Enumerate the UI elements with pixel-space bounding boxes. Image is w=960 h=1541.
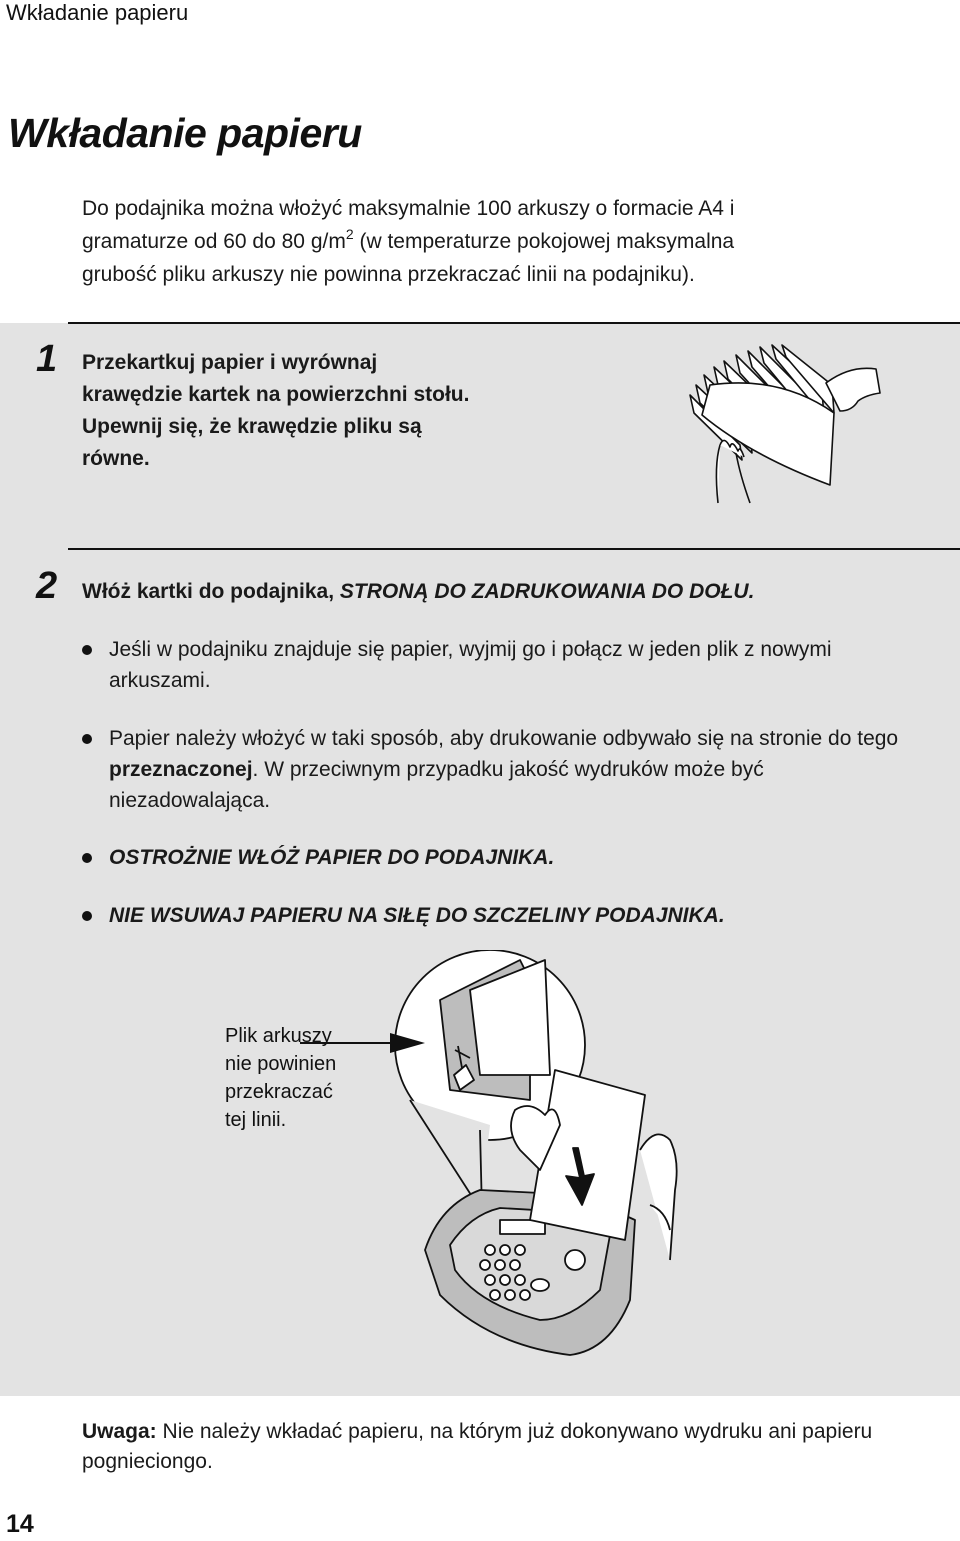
note-text: Nie należy wkładać papieru, na którym już dokonywano wydruku ani papieru pognieciongo.	[82, 1420, 873, 1473]
intro-line-2b: (w temperaturze pokojowej maksymalna	[353, 230, 735, 253]
step-1-number: 1	[36, 338, 58, 380]
bullet-dot	[82, 734, 92, 744]
bullet-text	[109, 723, 902, 816]
fan-paper-illustration	[680, 335, 890, 510]
step-2-emphasis: STRONĄ DO ZADRUKOWANIA DO DOŁU.	[339, 580, 755, 603]
bullet-dot	[82, 645, 92, 655]
intro-line-2a: gramaturze od 60 do 80 g/m	[82, 230, 346, 253]
list-item	[82, 723, 902, 816]
callout-line: nie powinien	[225, 1053, 337, 1075]
running-header: Wkładanie papieru	[6, 0, 189, 25]
intro-line-3: grubość pliku arkuszy nie powinna przekraczać linii na podajniku).	[82, 263, 695, 286]
callout-arrow	[300, 1025, 440, 1065]
step-2-divider	[68, 548, 960, 550]
step-1-line: równe.	[82, 447, 150, 470]
intro-superscript: 2	[345, 226, 354, 242]
list-item	[82, 634, 902, 696]
step-1-line: Upewnij się, że krawędzie pliku są	[82, 415, 422, 438]
page-title: Wkładanie papieru	[8, 110, 362, 156]
bullet-dot	[82, 911, 92, 921]
page-number: 14	[6, 1510, 34, 1538]
step-1-instruction	[82, 347, 552, 475]
fax-loading-illustration	[370, 950, 700, 1370]
list-item	[82, 900, 902, 931]
step-1-divider	[68, 322, 960, 324]
step-2-instruction	[82, 576, 942, 608]
list-item	[82, 842, 902, 873]
note-paragraph	[82, 1417, 912, 1477]
intro-line-1: Do podajnika można włożyć maksymalnie 100 arkuszy o formacie A4 i	[82, 197, 735, 220]
step-1-line: Przekartkuj papier i wyrównaj	[82, 351, 378, 374]
callout-line: Plik arkuszy	[225, 1025, 332, 1047]
bullet-text-part: Papier należy włożyć w taki sposób, aby drukowanie odbywało się na stronie do tego	[109, 727, 899, 750]
bullet-text-bold: przeznaczonej	[109, 758, 253, 781]
bullet-text: OSTROŻNIE WŁÓŻ PAPIER DO PODAJNIKA.	[109, 846, 555, 869]
step-2-number: 2	[36, 565, 58, 607]
step-1-line: krawędzie kartek na powierzchni stołu.	[82, 383, 470, 406]
bullet-text: NIE WSUWAJ PAPIERU NA SIŁĘ DO SZCZELINY PODAJNIKA.	[109, 904, 725, 927]
callout-line: tej linii.	[225, 1109, 287, 1131]
bullet-text-part: . W przeciwnym przypadku jakość wydruków może być niezadowalająca.	[109, 758, 764, 812]
bullet-text: Jeśli w podajniku znajduje się papier, wyjmij go i połącz w jeden plik z nowymi arkuszami.	[109, 638, 832, 692]
step-2-text: Włóż kartki do podajnika,	[82, 580, 340, 603]
note-label: Uwaga:	[82, 1420, 157, 1443]
bullet-dot	[82, 853, 92, 863]
callout-line: przekraczać	[225, 1081, 333, 1103]
intro-paragraph	[82, 192, 882, 291]
